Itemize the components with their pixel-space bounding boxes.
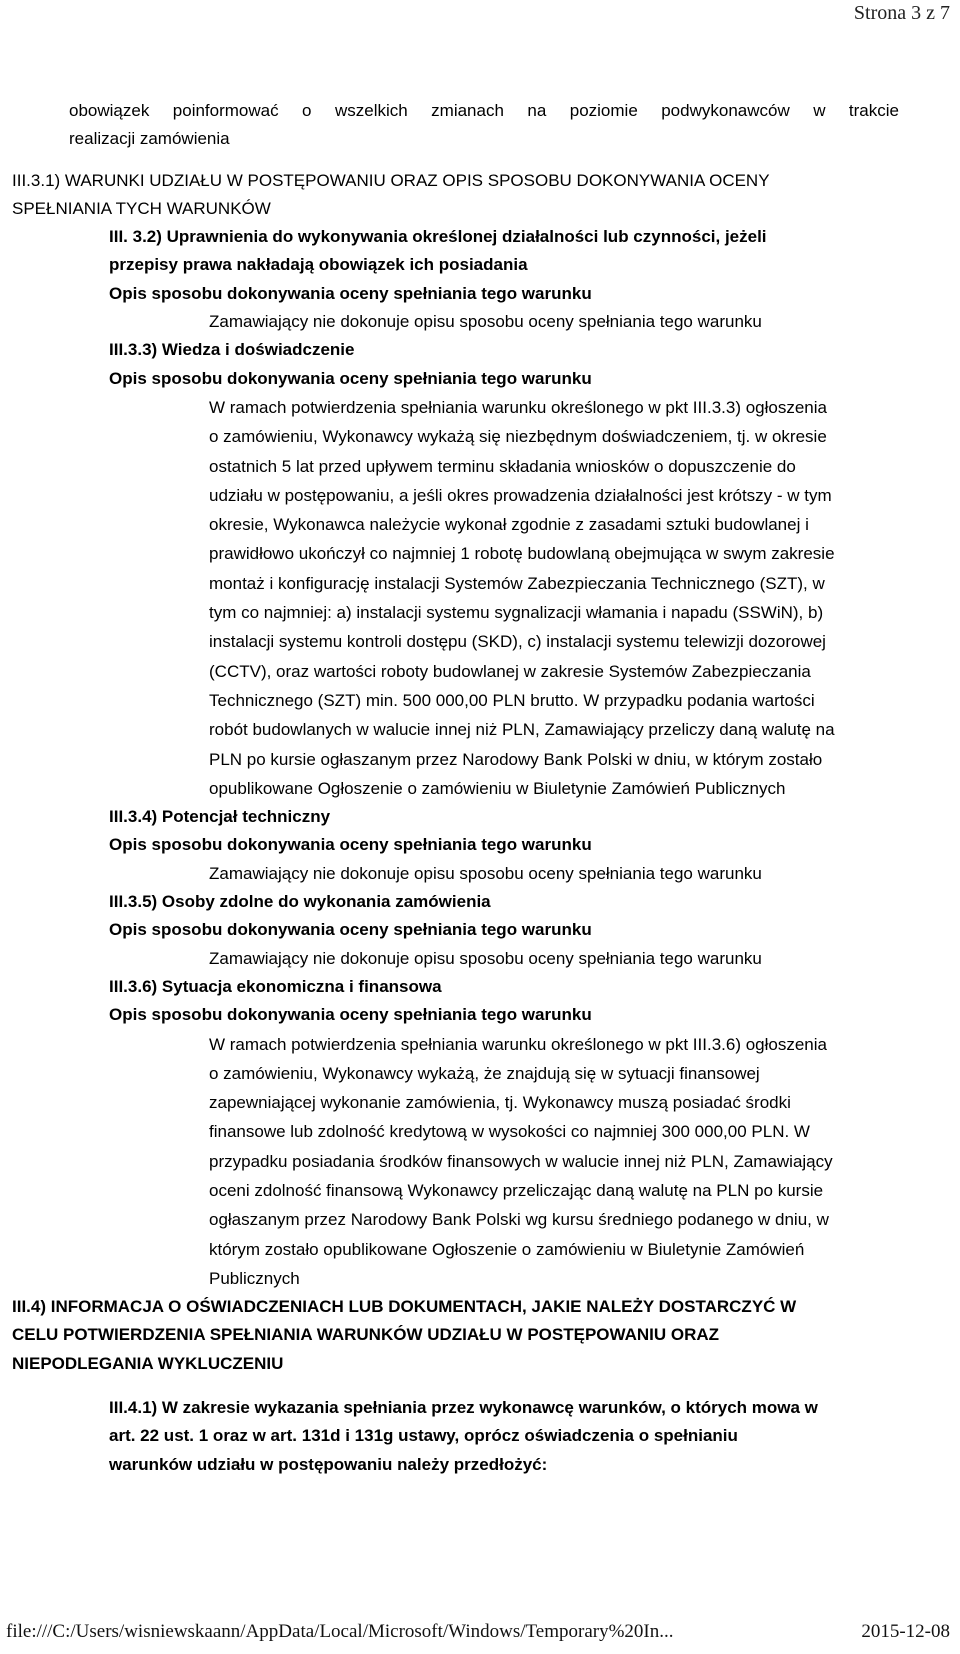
- opis-label: Opis sposobu dokonywania oceny spełniania tego warunku: [109, 283, 592, 303]
- no-description-text: Zamawiający nie dokonuje opisu sposobu oceny spełniania tego warunku: [209, 948, 762, 968]
- section-III-3-3-heading: III.3.3) Wiedza i doświadczenie: [109, 340, 355, 360]
- section-III-3-6-heading: III.3.6) Sytuacja ekonomiczna i finansowa: [109, 976, 442, 996]
- paragraph-line: oceni zdolność finansową Wykonawcy przeliczając daną walutę na PLN po kursie: [209, 1180, 824, 1200]
- opis-label: Opis sposobu dokonywania oceny spełniania tego warunku: [109, 835, 592, 855]
- paragraph-line: finansowe lub zdolność kredytową w wysokości co najmniej 300 000,00 PLN. W: [209, 1122, 810, 1142]
- section-III-3-6-text: [209, 1030, 899, 1294]
- intro-line: realizacji zamówienia: [69, 129, 230, 149]
- paragraph-line: zapewniającej wykonanie zamówienia, tj. Wykonawcy muszą posiadać środki: [209, 1093, 791, 1113]
- paragraph-line: W ramach potwierdzenia spełniania warunku określonego w pkt III.3.3) ogłoszenia: [209, 397, 827, 417]
- section-heading-line: CELU POTWIERDZENIA SPEŁNIANIA WARUNKÓW UDZIAŁU W POSTĘPOWANIU ORAZ: [12, 1325, 720, 1345]
- paragraph-line: Publicznych: [209, 1268, 300, 1288]
- section-heading-line: SPEŁNIANIA TYCH WARUNKÓW: [12, 198, 271, 218]
- section-III-3-4-heading: III.3.4) Potencjał techniczny: [109, 807, 331, 827]
- paragraph-line: robót budowlanych w walucie innej niż PLN, Zamawiający przeliczy daną walutę na: [209, 720, 835, 740]
- footer-date: 2015-12-08: [861, 1621, 950, 1642]
- section-III-3-3-text: [209, 393, 899, 803]
- section-heading-line: art. 22 ust. 1 oraz w art. 131d i 131g ustawy, oprócz oświadczenia o spełnianiu: [109, 1426, 738, 1446]
- section-heading-line: przepisy prawa nakładają obowiązek ich posiadania: [109, 255, 528, 275]
- paragraph-line: tym co najmniej: a) instalacji systemu sygnalizacji włamania i napadu (SSWiN), b): [209, 603, 824, 623]
- paragraph-line: instalacji systemu kontroli dostępu (SKD), c) instalacji systemu telewizji dozorowej: [209, 632, 826, 652]
- section-heading-line: III.4) INFORMACJA O OŚWIADCZENIACH LUB DOKUMENTACH, JAKIE NALEŻY DOSTARCZYĆ W: [12, 1297, 797, 1317]
- paragraph-line: PLN po kursie ogłaszanym przez Narodowy Bank Polski w dniu, w którym zostało: [209, 749, 823, 769]
- section-III-4-heading: [12, 1293, 912, 1378]
- paragraph-line: którym zostało opublikowane Ogłoszenie o zamówieniu w Biuletynie Zamówień: [209, 1239, 805, 1259]
- paragraph-line: montaż i konfigurację instalacji Systemów Zabezpieczania Technicznego (SZT), w: [209, 573, 825, 593]
- paragraph-line: o zamówieniu, Wykonawcy wykażą się niezbędnym doświadczeniem, tj. w okresie: [209, 427, 827, 447]
- paragraph-line: okresie, Wykonawca należycie wykonał zgodnie z zasadami sztuki budowlanej i: [209, 515, 809, 535]
- paragraph-line: ostatnich 5 lat przed upływem terminu składania wniosków o dopuszczenie do: [209, 456, 796, 476]
- section-heading-line: warunków udziału w postępowaniu należy przedłożyć:: [109, 1454, 548, 1474]
- section-III-3-5-heading: III.3.5) Osoby zdolne do wykonania zamówienia: [109, 892, 491, 912]
- paragraph-line: ogłaszanym przez Narodowy Bank Polski wg kursu średniego podanego w dniu, w: [209, 1210, 829, 1230]
- paragraph-line: (CCTV), oraz wartości roboty budowlanej w zakresie Systemów Zabezpieczania: [209, 661, 811, 681]
- section-III-3-2: [109, 223, 909, 308]
- paragraph-line: prawidłowo ukończył co najmniej 1 robotę budowlaną obejmująca w swym zakresie: [209, 544, 835, 564]
- section-heading-line: III. 3.2) Uprawnienia do wykonywania określonej działalności lub czynności, jeżeli: [109, 227, 767, 247]
- paragraph-line: przypadku posiadania środków finansowych w walucie innej niż PLN, Zamawiający: [209, 1151, 833, 1171]
- opis-label: Opis sposobu dokonywania oceny spełniania tego warunku: [109, 1005, 592, 1025]
- page-number: Strona 3 z 7: [853, 2, 950, 24]
- no-description-text: Zamawiający nie dokonuje opisu sposobu oceny spełniania tego warunku: [209, 863, 762, 883]
- paragraph-line: Technicznego (SZT) min. 500 000,00 PLN brutto. W przypadku podania wartości: [209, 690, 815, 710]
- no-description-text: Zamawiający nie dokonuje opisu sposobu oceny spełniania tego warunku: [209, 312, 762, 332]
- document-body: [0, 97, 940, 1479]
- opis-label: Opis sposobu dokonywania oceny spełniania tego warunku: [109, 368, 592, 388]
- paragraph-line: udziału w postępowaniu, a jeśli okres prowadzenia działalności jest krótszy - w tym: [209, 485, 832, 505]
- section-III-4-1: [109, 1394, 909, 1479]
- opis-label: Opis sposobu dokonywania oceny spełniania tego warunku: [109, 920, 592, 940]
- section-heading-line: III.3.1) WARUNKI UDZIAŁU W POSTĘPOWANIU ORAZ OPIS SPOSOBU DOKONYWANIA OCENY: [12, 170, 770, 190]
- paragraph-line: o zamówieniu, Wykonawcy wykażą, że znajdują się w sytuacji finansowej: [209, 1063, 760, 1083]
- intro-line: obowiązek poinformować o wszelkich zmianach na poziomie podwykonawców w trakcie: [69, 101, 899, 120]
- section-heading-line: III.4.1) W zakresie wykazania spełniania przez wykonawcę warunków, o których mowa w: [109, 1398, 818, 1418]
- section-heading-line: NIEPODLEGANIA WYKLUCZENIU: [12, 1353, 284, 1373]
- footer-file-path: file:///C:/Users/wisniewskaann/AppData/Local/Microsoft/Windows/Temporary%20In...: [6, 1621, 674, 1642]
- paragraph-line: W ramach potwierdzenia spełniania warunku określonego w pkt III.3.6) ogłoszenia: [209, 1034, 827, 1054]
- section-III-3-1-heading: [12, 167, 912, 224]
- paragraph-line: opublikowane Ogłoszenie o zamówieniu w Biuletynie Zamówień Publicznych: [209, 778, 786, 798]
